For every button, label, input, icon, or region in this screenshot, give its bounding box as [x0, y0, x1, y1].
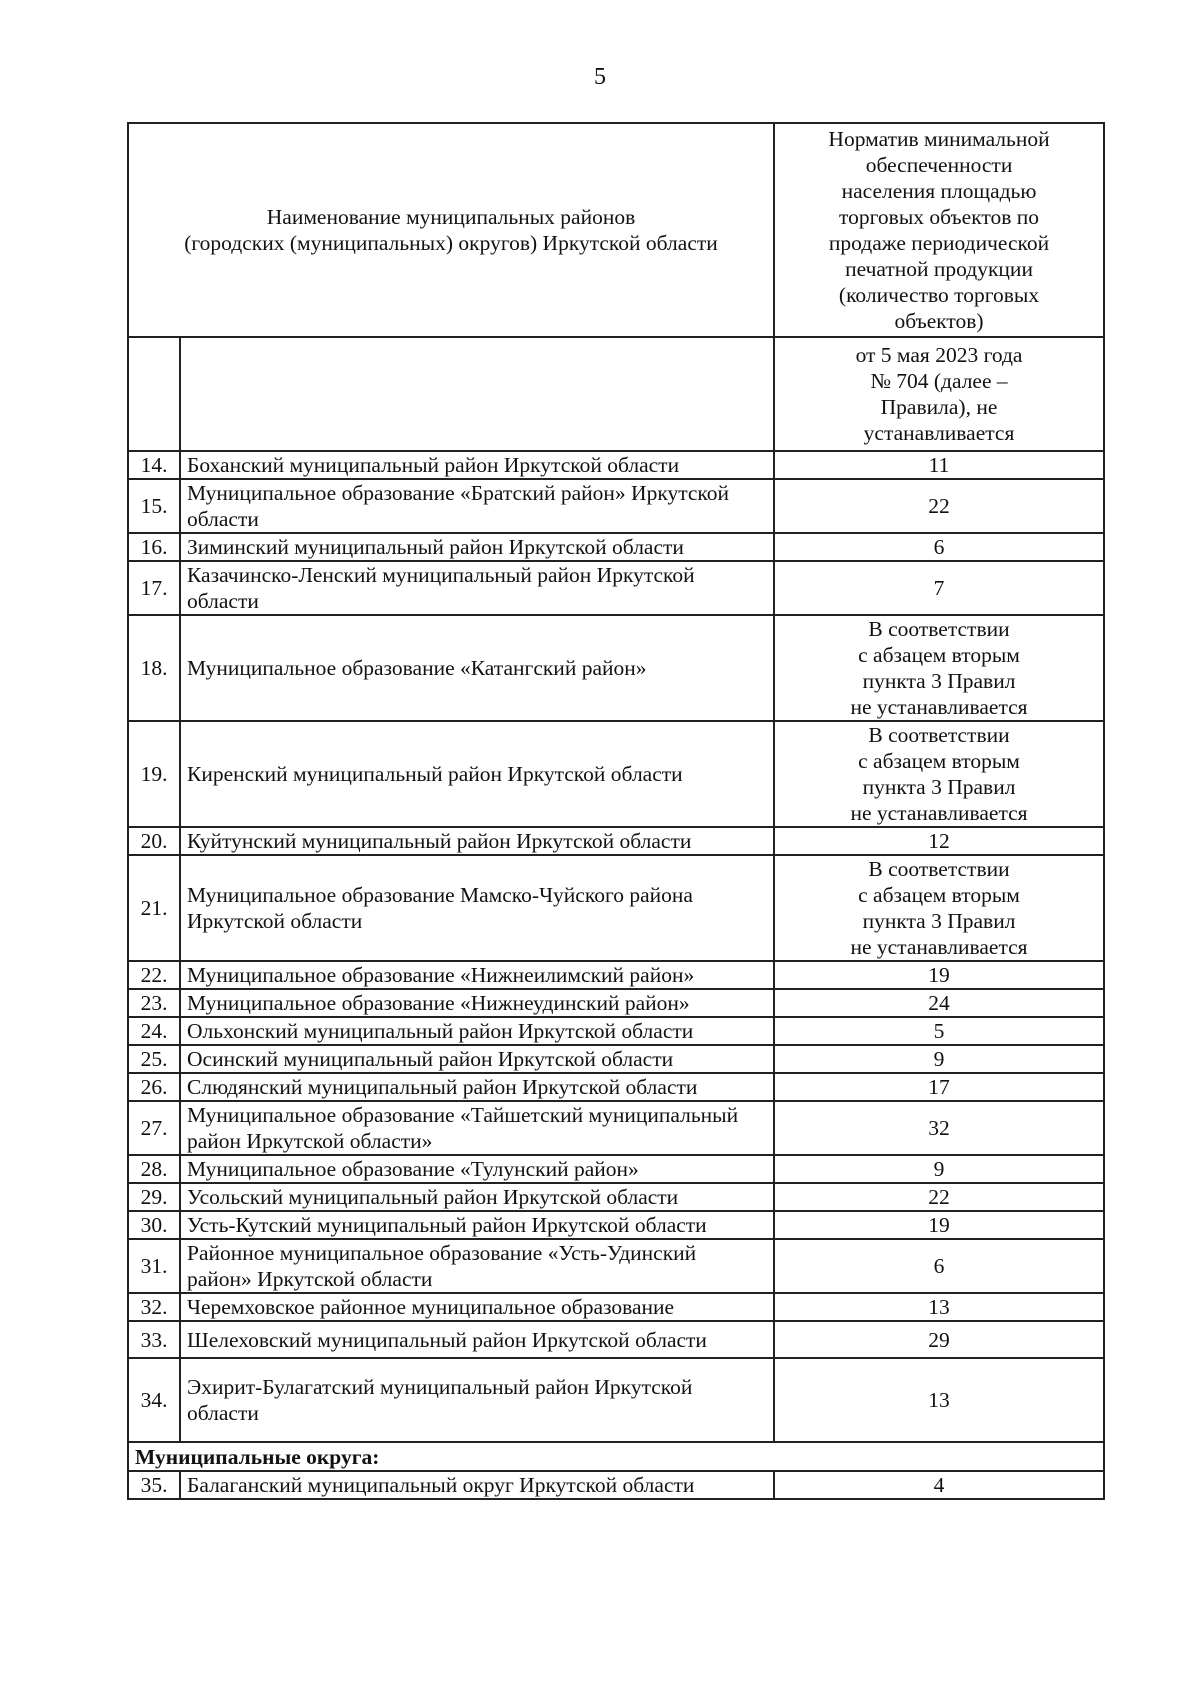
municipality-name-line: Балаганский муниципальный округ Иркутской области [187, 1473, 695, 1497]
municipality-name [180, 1017, 774, 1045]
norm-value [774, 1101, 1104, 1155]
continuation-name-cell [180, 337, 774, 451]
continuation-norm-line: от 5 мая 2023 года [855, 343, 1023, 367]
municipality-name-line: район» Иркутской области [187, 1267, 433, 1291]
norm-value [774, 855, 1104, 961]
row-number: 27. [128, 1101, 180, 1155]
municipality-name-line: Ольхонский муниципальный район Иркутской области [187, 1019, 694, 1043]
table-row [128, 1073, 1104, 1101]
municipality-name [180, 721, 774, 827]
norm-value-line: 13 [928, 1388, 950, 1412]
norm-value [774, 451, 1104, 479]
row-number: 15. [128, 479, 180, 533]
municipality-name-line: Муниципальное образование «Тулунский район» [187, 1157, 639, 1181]
table-row [128, 533, 1104, 561]
table-row [128, 721, 1104, 827]
header-norm-line: обеспеченности [865, 153, 1013, 177]
table-row [128, 1045, 1104, 1073]
row-number: 32. [128, 1293, 180, 1321]
norm-value-line: не устанавливается [850, 801, 1028, 825]
municipality-name-line: Киренский муниципальный район Иркутской области [187, 762, 683, 786]
municipality-name [180, 855, 774, 961]
municipality-name [180, 1471, 774, 1499]
norm-value-line: 9 [933, 1047, 945, 1071]
row-number: 35. [128, 1471, 180, 1499]
norm-value-line: пункта 3 Правил [862, 909, 1016, 933]
norm-value-line: 5 [933, 1019, 945, 1043]
norm-value-line: 17 [928, 1075, 950, 1099]
municipality-name [180, 1211, 774, 1239]
municipality-name [180, 1101, 774, 1155]
norm-value-line: 19 [928, 1213, 950, 1237]
table-row [128, 1358, 1104, 1442]
norm-value-line: 19 [928, 963, 950, 987]
municipality-name-line: Шелеховский муниципальный район Иркутской области [187, 1327, 707, 1352]
header-norm-line: печатной продукции [845, 257, 1033, 281]
municipality-name-line: области [187, 1401, 259, 1425]
page-number: 5 [594, 64, 606, 90]
table-row [128, 1321, 1104, 1358]
table-row [128, 1101, 1104, 1155]
table-row [128, 827, 1104, 855]
norm-value-line: 29 [928, 1327, 950, 1352]
continuation-norm-line: № 704 (далее – [870, 369, 1008, 393]
row-number: 22. [128, 961, 180, 989]
norm-value [774, 615, 1104, 721]
norm-value-line: пункта 3 Правил [862, 775, 1016, 799]
row-number: 26. [128, 1073, 180, 1101]
norm-value [774, 1471, 1104, 1499]
header-norm-line: населения площадью [841, 179, 1037, 203]
row-number: 24. [128, 1017, 180, 1045]
municipality-name-line: Муниципальное образование «Братский район» Иркутской [187, 481, 730, 505]
municipality-name [180, 561, 774, 615]
norm-value-line: пункта 3 Правил [862, 669, 1016, 693]
municipality-name-line: Иркутской области [187, 909, 363, 933]
table-row [128, 561, 1104, 615]
norm-value [774, 1358, 1104, 1442]
municipality-name [180, 1239, 774, 1293]
table-body [128, 123, 1104, 1499]
norm-value [774, 961, 1104, 989]
section-title: Муниципальные округа: [128, 1442, 1104, 1471]
municipality-name [180, 1073, 774, 1101]
municipality-name-line: Эхирит-Булагатский муниципальный район Иркутской [187, 1375, 693, 1399]
municipality-name-line: Казачинско-Ленский муниципальный район Иркутской [187, 563, 695, 587]
row-number: 23. [128, 989, 180, 1017]
table-row [128, 1017, 1104, 1045]
norm-value-line: 6 [933, 1254, 945, 1278]
norm-value-line: 9 [933, 1157, 945, 1181]
header-name-line: (городских (муниципальных) округов) Иркутской области [184, 231, 718, 255]
row-number: 28. [128, 1155, 180, 1183]
norm-value-line: В соответствии [868, 857, 1010, 881]
norm-value [774, 1017, 1104, 1045]
norm-value [774, 1183, 1104, 1211]
table-row [128, 1293, 1104, 1321]
table-row [128, 615, 1104, 721]
norm-value [774, 827, 1104, 855]
municipality-name [180, 615, 774, 721]
norm-value-line: 12 [928, 829, 950, 853]
municipality-name [180, 961, 774, 989]
table-row [128, 1155, 1104, 1183]
continuation-norm-line: устанавливается [863, 421, 1015, 445]
continuation-number-cell [128, 337, 180, 451]
municipality-name [180, 533, 774, 561]
municipality-name [180, 451, 774, 479]
table-row [128, 1471, 1104, 1499]
table-row [128, 1211, 1104, 1239]
norm-value [774, 479, 1104, 533]
header-norm-line: (количество торговых [838, 283, 1040, 307]
section-row [128, 1442, 1104, 1471]
row-number: 25. [128, 1045, 180, 1073]
municipality-name [180, 1183, 774, 1211]
municipality-name [180, 1155, 774, 1183]
norm-value-line: В соответствии [868, 617, 1010, 641]
header-norm-line: продаже периодической [828, 231, 1050, 255]
municipality-name-line: Усольский муниципальный район Иркутской области [187, 1185, 679, 1209]
municipality-name-line: области [187, 507, 259, 531]
table-row [128, 989, 1104, 1017]
norm-value-line: 22 [928, 1185, 950, 1209]
municipality-name [180, 479, 774, 533]
municipality-name-line: Осинский муниципальный район Иркутской области [187, 1047, 674, 1071]
norm-value [774, 721, 1104, 827]
norm-value [774, 1293, 1104, 1321]
row-number: 21. [128, 855, 180, 961]
table-row [128, 451, 1104, 479]
table-row [128, 479, 1104, 533]
header-norm-column [774, 123, 1104, 337]
norm-value-line: с абзацем вторым [858, 643, 1020, 667]
table-row [128, 1239, 1104, 1293]
norm-value-line: не устанавливается [850, 695, 1028, 719]
norm-value-line: 6 [933, 535, 945, 559]
municipality-name-line: Муниципальное образование «Нижнеудинский район» [187, 991, 690, 1015]
row-number: 31. [128, 1239, 180, 1293]
municipality-name-line: Слюдянский муниципальный район Иркутской области [187, 1075, 698, 1099]
norm-value-line: В соответствии [868, 723, 1010, 747]
municipality-name-line: Зиминский муниципальный район Иркутской области [187, 535, 684, 559]
municipality-name [180, 1358, 774, 1442]
norm-value [774, 1155, 1104, 1183]
table-row [128, 961, 1104, 989]
table-header-row [128, 123, 1104, 337]
norm-value-line: 11 [928, 453, 950, 477]
row-number: 33. [128, 1321, 180, 1358]
municipality-name-line: Муниципальное образование «Тайшетский муниципальный [187, 1103, 739, 1127]
municipality-name-line: Черемховское районное муниципальное образование [187, 1295, 675, 1319]
header-norm-line: торговых объектов по [839, 205, 1040, 229]
norms-table [127, 122, 1105, 1500]
municipality-name-line: Муниципальное образование Мамско-Чуйского района [187, 883, 693, 907]
municipality-name [180, 1293, 774, 1321]
row-number: 20. [128, 827, 180, 855]
norm-value-line: 4 [933, 1473, 945, 1497]
header-name-column [128, 123, 774, 337]
norm-value [774, 1073, 1104, 1101]
norm-value-line: с абзацем вторым [858, 883, 1020, 907]
header-norm-line: объектов) [894, 309, 984, 333]
norm-value [774, 1211, 1104, 1239]
continuation-norm-cell [774, 337, 1104, 451]
norm-value-line: 24 [928, 991, 950, 1015]
row-number: 14. [128, 451, 180, 479]
header-name-line: Наименование муниципальных районов [266, 205, 636, 229]
norm-value [774, 1321, 1104, 1358]
municipality-name [180, 1321, 774, 1358]
norm-value-line: 13 [928, 1295, 950, 1319]
norm-value [774, 561, 1104, 615]
municipality-name [180, 827, 774, 855]
norm-value [774, 533, 1104, 561]
row-number: 34. [128, 1358, 180, 1442]
norm-value-line: с абзацем вторым [858, 749, 1020, 773]
municipality-name [180, 1045, 774, 1073]
municipality-name-line: области [187, 589, 259, 613]
norm-value [774, 1239, 1104, 1293]
municipality-name-line: Усть-Кутский муниципальный район Иркутской области [187, 1213, 707, 1237]
municipality-name [180, 989, 774, 1017]
norm-value-line: 22 [928, 494, 950, 518]
row-number: 29. [128, 1183, 180, 1211]
norm-value [774, 1045, 1104, 1073]
municipality-name-line: район Иркутской области» [187, 1129, 433, 1153]
municipality-name-line: Районное муниципальное образование «Усть-Удинский [187, 1241, 697, 1265]
norm-value [774, 989, 1104, 1017]
municipality-name-line: Муниципальное образование «Нижнеилимский район» [187, 963, 695, 987]
municipality-name-line: Муниципальное образование «Катангский район» [187, 656, 647, 680]
norm-value-line: 32 [928, 1116, 950, 1140]
table-row [128, 855, 1104, 961]
row-number: 30. [128, 1211, 180, 1239]
table-row [128, 1183, 1104, 1211]
continuation-norm-line: Правила), не [880, 395, 998, 419]
row-number: 16. [128, 533, 180, 561]
norm-value-line: 7 [933, 576, 945, 600]
row-number: 19. [128, 721, 180, 827]
row-number: 18. [128, 615, 180, 721]
continuation-row [128, 337, 1104, 451]
municipality-name-line: Куйтунский муниципальный район Иркутской области [187, 829, 692, 853]
row-number: 17. [128, 561, 180, 615]
header-norm-line: Норматив минимальной [828, 127, 1050, 151]
municipality-name-line: Боханский муниципальный район Иркутской области [187, 453, 680, 477]
norm-value-line: не устанавливается [850, 935, 1028, 959]
